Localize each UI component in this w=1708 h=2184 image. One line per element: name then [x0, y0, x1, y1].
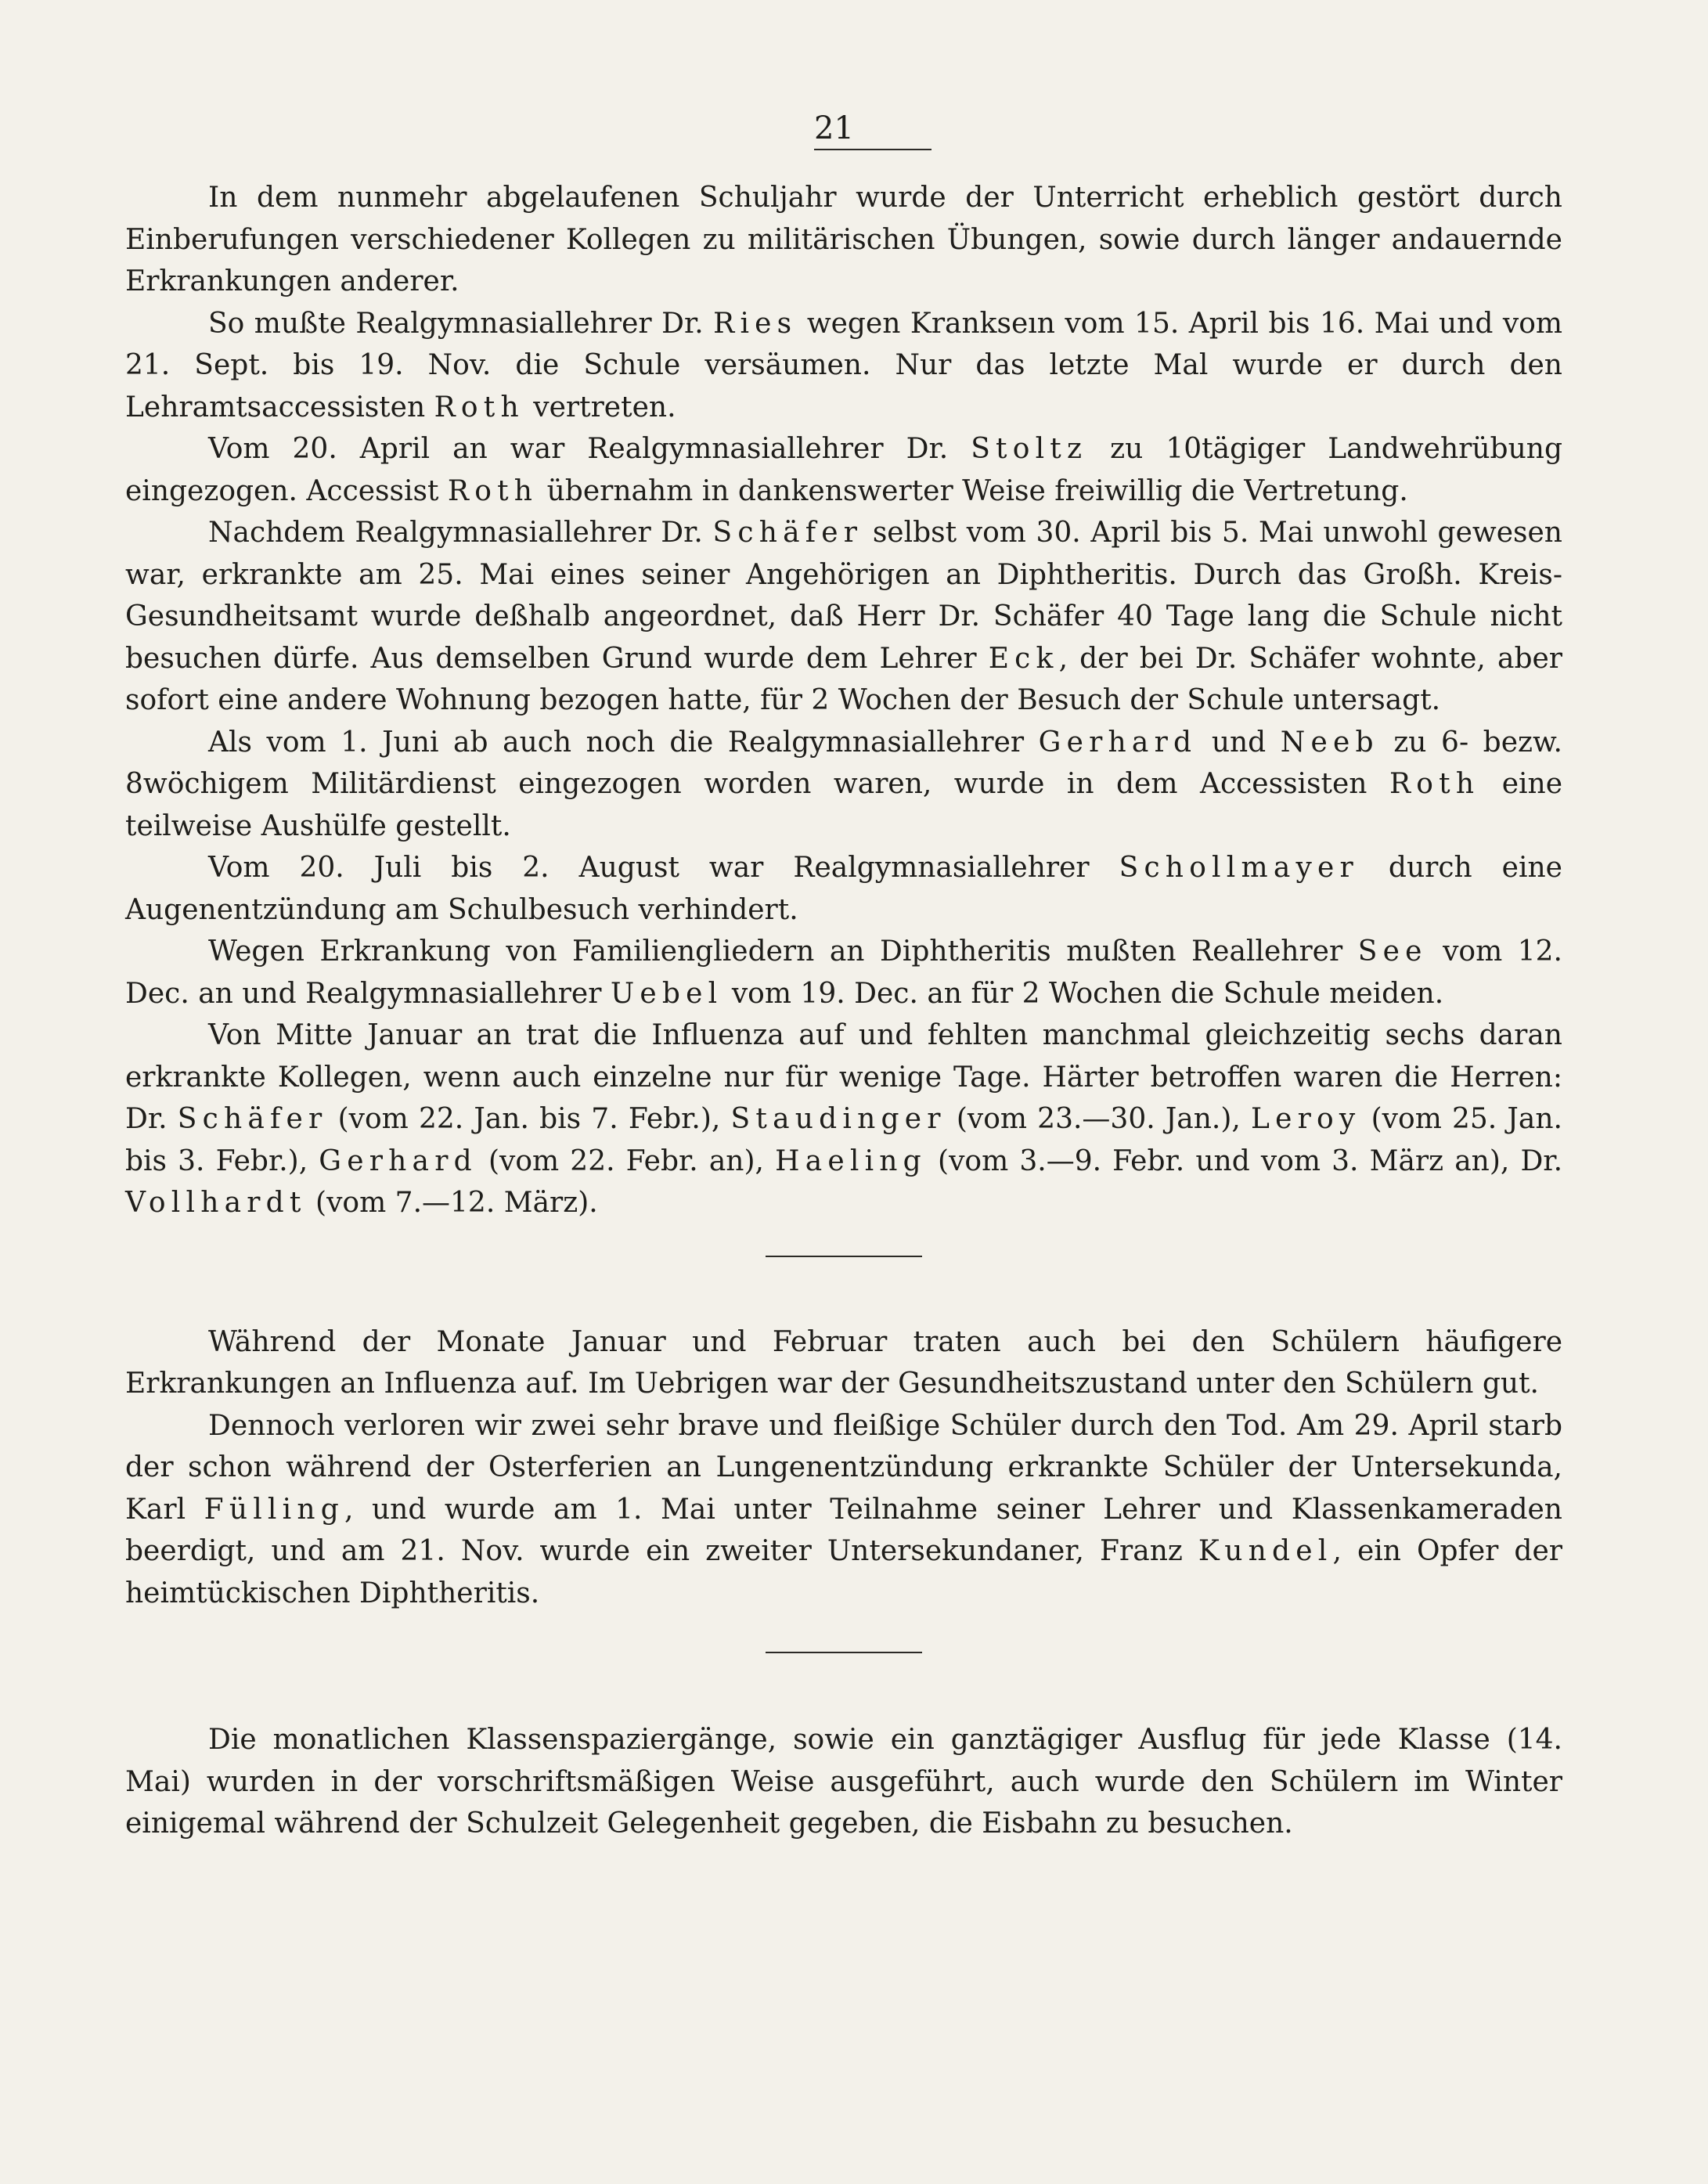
text-run: , ein Opfer der heimtückischen Diphtheritis. [125, 1535, 1562, 1609]
document-body [125, 177, 1562, 1845]
spaced-name: Stoltz [971, 433, 1088, 465]
spaced-name: Staudinger [730, 1103, 946, 1135]
paragraph [125, 1405, 1562, 1615]
spaced-name: Fülling [204, 1493, 344, 1526]
text-run: (vom 22. Febr. an), [488, 1144, 764, 1177]
paragraph [125, 428, 1562, 512]
text-run: So mußte Realgymnasiallehrer Dr. [208, 307, 704, 340]
paragraph [125, 303, 1562, 429]
spaced-name: Schollmayer [1119, 852, 1359, 884]
paragraph: In dem nunmehr abgelaufenen Schuljahr wurde der Unterricht erheblich gestört durch Einberufungen verschiedener Kollegen zu militärischen Übungen, sowie durch länger andauernde Erkrankungen anderer. [125, 182, 1562, 297]
text-run: zu 6- bezw. 8wöchigem Militärdienst eingezogen worden waren, wurde in dem Accessisten [125, 726, 1562, 800]
spaced-name: Ries [713, 307, 798, 340]
text-run: (vom 22. Jan. bis 7. Febr.), [337, 1103, 721, 1135]
text-run: Vom 20. April an war Realgymnasiallehrer Dr. [208, 433, 949, 465]
text-run: , und wurde am 1. Mai unter Teilnahme seiner Lehrer und Klassenkameraden beerdigt, und am 21. Nov. wurde ein zweiter Untersekundaner, Franz [125, 1493, 1562, 1567]
paragraph: Während der Monate Januar und Februar traten auch bei den Schülern häufigere Erkrankungen an Influenza auf. Im Uebrigen war der Gesundheitszustand unter den Schülern gut. [125, 1325, 1562, 1400]
spaced-name: Uebel [610, 977, 723, 1010]
spaced-name: Roth [434, 391, 524, 423]
text-run: Dennoch verloren wir zwei sehr brave und fleißige Schüler durch den Tod. Am 29. April starb der schon während der Osterferien an Lungenentzündung erkrankte Schüler der Untersekunda, Karl [125, 1409, 1562, 1526]
spaced-name: Leroy [1251, 1103, 1361, 1135]
section-divider [766, 1652, 922, 1653]
paragraph: Die monatlichen Klassenspaziergänge, sowie ein ganztägiger Ausflug für jede Klasse (14. Mai) wurden in der vorschriftsmäßigen Weise ausgeführt, auch wurde den Schülern im Winter einigemal während der Schulzeit Gelegenheit gegeben, die Eisbahn zu besuchen. [125, 1724, 1562, 1840]
page-number-rule [814, 149, 931, 150]
text-run: durch eine Augenentzündung am Schulbesuch verhindert. [125, 852, 1562, 926]
text-run: Von Mitte Januar an trat die Influenza auf und fehlten manchmal gleichzeitig sechs daran erkrankte Kollegen, wenn auch einzelne nur für wenige Tage. Härter betroffen waren die Herren: Dr. [125, 1019, 1562, 1135]
text-run: eine teilweise Aushülfe gestellt. [125, 768, 1563, 842]
section-divider [766, 1256, 922, 1257]
spaced-name: See [1357, 935, 1428, 968]
text-run: Als vom 1. Juni ab auch noch die Realgymnasiallehrer [208, 726, 1025, 759]
text-run: vertreten. [533, 391, 676, 423]
text-run: (vom 25. Jan. bis 3. Febr.), [125, 1103, 1562, 1177]
spaced-name: Neeb [1280, 726, 1379, 759]
spaced-name: Roth [447, 474, 539, 507]
spaced-name: Gerhard [1038, 726, 1198, 759]
paragraph [125, 931, 1562, 1015]
spaced-name: Schäfer [177, 1103, 328, 1135]
paragraph [125, 1015, 1562, 1224]
text-run: , der bei Dr. Schäfer wohnte, aber sofort eine andere Wohnung bezogen hatte, für 2 Wochen der Besuch der Schule untersagt. [125, 642, 1562, 716]
spaced-name: Roth [1389, 768, 1480, 800]
text-run: und [1211, 726, 1267, 759]
spaced-name: Kundel [1198, 1535, 1333, 1567]
text-run: vom 19. Dec. an für 2 Wochen die Schule meiden. [731, 977, 1444, 1010]
text-run: übernahm in dankenswerter Weise freiwillig die Vertretung. [546, 474, 1408, 507]
text-run: vom 12. Dec. an und Realgymnasiallehrer [125, 935, 1563, 1010]
text-run: Nachdem Realgymnasiallehrer Dr. [208, 517, 703, 549]
paragraph [125, 512, 1562, 722]
text-run: wegen Krankseın vom 15. April bis 16. Mai und vom 21. Sept. bis 19. Nov. die Schule versäumen. Nur das letzte Mal wurde er durch den Lehramtsaccessisten [125, 307, 1562, 423]
text-run: Vom 20. Juli bis 2. August war Realgymnasiallehrer [208, 852, 1090, 884]
text-run: (vom 23.—30. Jan.), [956, 1103, 1241, 1135]
spaced-name: Schäfer [712, 517, 863, 549]
text-run: zu 10tägiger Landwehrübung eingezogen. Accessist [125, 433, 1562, 507]
text-run: selbst vom 30. April bis 5. Mai unwohl gewesen war, erkrankte am 25. Mai eines seiner Angehörigen an Diphtheritis. Durch das Großh. Kreis-Gesundheitsamt wurde deßhalb angeordnet, daß Herr Dr. Schäfer 40 Tage lang die Schule nicht besuchen dürfe. Aus demselben Grund wurde dem Lehrer [125, 517, 1562, 675]
spaced-name: Eck [988, 642, 1059, 675]
page-number: 21 [814, 110, 854, 146]
spaced-name: Gerhard [319, 1144, 477, 1177]
paragraph [125, 847, 1562, 931]
text-run: (vom 7.—12. März). [315, 1187, 598, 1219]
text-run: Wegen Erkrankung von Familiengliedern an Diphtheritis mußten Reallehrer [208, 935, 1343, 968]
paragraph [125, 722, 1562, 848]
text-run: (vom 3.—9. Febr. und vom 3. März an), Dr. [938, 1144, 1563, 1177]
spaced-name: Vollhardt [125, 1187, 307, 1219]
spaced-name: Haeling [775, 1144, 927, 1177]
